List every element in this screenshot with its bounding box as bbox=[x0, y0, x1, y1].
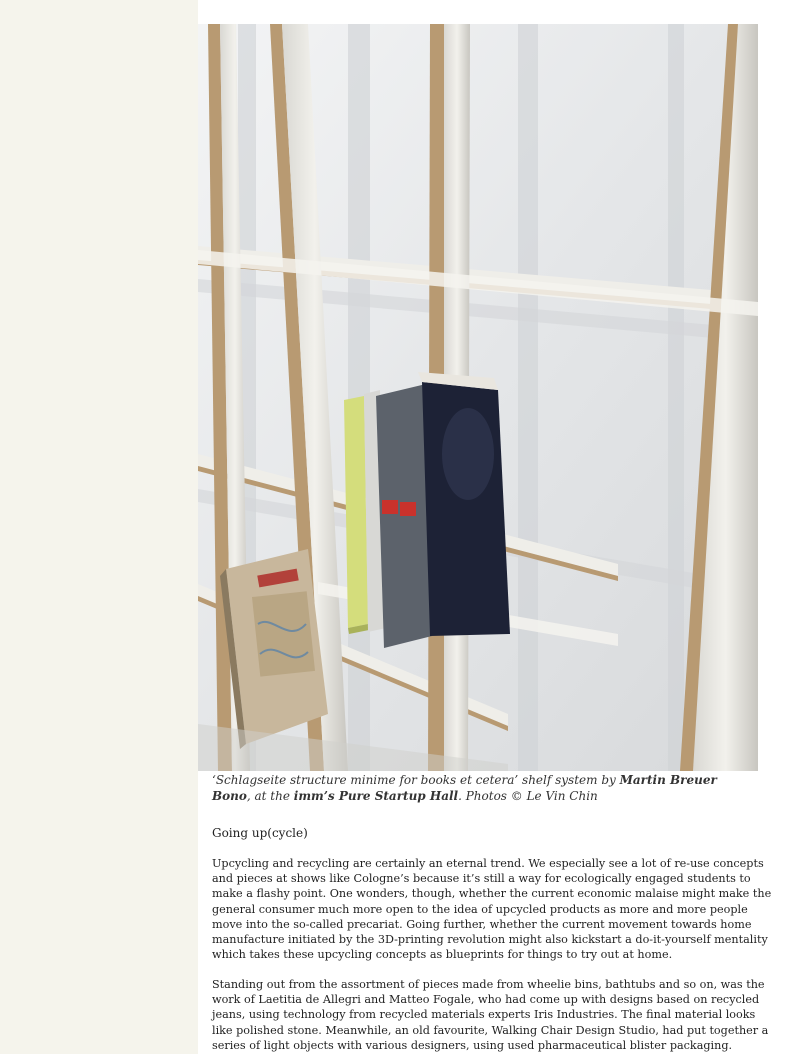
caption-venue-link[interactable]: imm’s Pure Startup Hall bbox=[293, 789, 459, 803]
caption-designer-link[interactable]: Martin Breuer Bono bbox=[212, 773, 717, 803]
article-column bbox=[198, 0, 807, 1054]
shelf-photo bbox=[198, 24, 758, 771]
caption-text-1: ‘Schlagseite structure minime for books et cetera’ shelf system by bbox=[212, 773, 620, 787]
caption-text-2: , at the bbox=[246, 789, 294, 803]
left-margin bbox=[0, 0, 198, 1054]
photo-caption bbox=[212, 772, 752, 804]
article-paragraph: Upcycling and recycling are certainly an eternal trend. We especially see a lot of re-use concepts and pieces at shows like Cologne’s because it’s still a way for ecologically engaged students to make a flashy point. One wonders, though, whether the current economic malaise might make the general consumer much more open to the idea of upcycled products as more and more people move into the so-called precariat. Going further, whether the current movement towards home manufacture initiated by the 3D-printing revolution might also kickstart a do-it-yourself mentality which takes these upcycling concepts as blueprints for things to try out at home. bbox=[212, 857, 772, 962]
section-heading: Going up(cycle) bbox=[212, 826, 308, 840]
article-paragraph: Standing out from the assortment of pieces made from wheelie bins, bathtubs and so on, was the work of Laetitia de Allegri and Matteo Fogale, who had come up with designs based on recycled jeans, using technology from recycled materials experts Iris Industries. The final material looks like polished stone. Meanwhile, an old favourite, Walking Chair Design Studio, had put together a series of light objects with various designers, using used pharmaceutical blister packaging. bbox=[212, 978, 769, 1052]
caption-text-3: . Photos © Le Vin Chin bbox=[458, 789, 598, 803]
